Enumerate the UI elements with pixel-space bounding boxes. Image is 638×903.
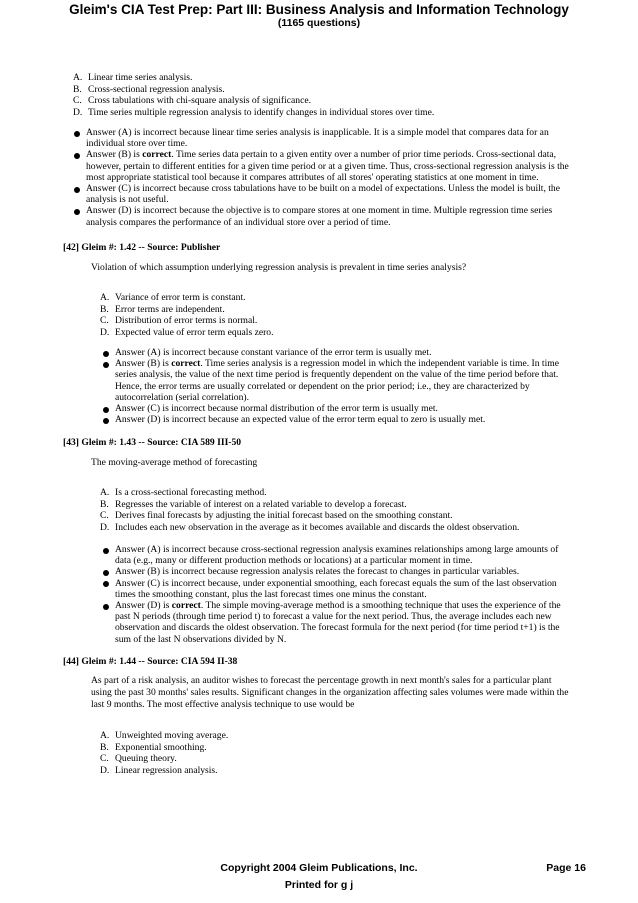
- option-item: [100, 742, 580, 754]
- option-letter: C.: [100, 753, 109, 764]
- bullet-icon: [103, 570, 109, 576]
- option-item: [100, 765, 580, 777]
- answer-explanation: Answer (A) is incorrect because cross-sectional regression analysis examines relationships among large amounts of data (e.g., many or different production methods or locations) at a particular moment in time.: [102, 544, 572, 566]
- bullet-icon: [74, 187, 80, 193]
- answer-explanation: Answer (D) is correct. The simple moving-average method is a smoothing technique that uses the experience of the past N periods (through time period t) to forecast a value for the next period. Thus, the average includes each new observation and discards the oldest observation. The forecast formula for the next period (for time period t+1) is the sum of the last N observations divided by N.: [102, 600, 572, 645]
- option-item: [73, 84, 593, 96]
- option-item: [73, 95, 593, 107]
- option-letter: D.: [100, 521, 110, 533]
- option-text: Expected value of error term equals zero.: [115, 326, 274, 338]
- option-letter: B.: [100, 498, 109, 510]
- option-letter: A.: [100, 730, 110, 741]
- option-text: Unweighted moving average.: [115, 730, 229, 741]
- option-text: Queuing theory.: [115, 753, 177, 764]
- option-letter: B.: [73, 83, 82, 95]
- option-item: [73, 72, 593, 84]
- option-letter: A.: [100, 292, 110, 303]
- option-text: Regresses the variable of interest on a related variable to develop a forecast.: [115, 498, 407, 510]
- option-letter: B.: [100, 741, 109, 753]
- footer-page-number: Page 16: [546, 862, 586, 874]
- option-text: Linear regression analysis.: [115, 764, 218, 776]
- option-item: [100, 730, 580, 742]
- answer-explanation: Answer (A) is incorrect because linear time series analysis is inapplicable. It is a simple model that compares data for an individual store over time.: [73, 127, 573, 149]
- answer-explanation: Answer (D) is incorrect because an expected value of the error term equal to zero is usually met.: [102, 414, 572, 425]
- bullet-icon: [74, 153, 80, 159]
- question-stem: Violation of which assumption underlying regression analysis is prevalent in time series analysis?: [91, 262, 467, 273]
- option-text: Time series multiple regression analysis to identify changes in individual stores over time.: [88, 106, 435, 118]
- option-item: [73, 107, 593, 119]
- option-item: [100, 292, 580, 304]
- option-item: [100, 522, 580, 534]
- option-text: Variance of error term is constant.: [115, 292, 246, 303]
- bullet-icon: [103, 548, 109, 554]
- option-text: Cross-sectional regression analysis.: [88, 83, 225, 95]
- question-stem: The moving-average method of forecasting: [91, 457, 258, 468]
- question-explanations: [102, 544, 572, 645]
- answer-explanation: Answer (B) is correct. Time series data pertain to a given entity over a number of prior time periods. Cross-sectional data, however, pertain to different entities for a given time period or at a given time. Thus, cross-sectional regression analysis is the most appropriate statistical tool because it compares attributes of all stores' operating statistics at one moment in time.: [73, 149, 573, 183]
- option-letter: D.: [100, 326, 110, 338]
- option-letter: D.: [73, 106, 83, 118]
- prev-question-explanations: [73, 127, 573, 228]
- option-item: [100, 304, 580, 316]
- answer-explanation: Answer (D) is incorrect because the objective is to compare stores at one moment in time. Multiple regression time series analysis compares the performance of an individual store over a period of time.: [73, 205, 573, 227]
- option-text: Includes each new observation in the average as it becomes available and discards the oldest observation.: [115, 521, 520, 533]
- option-item: [100, 327, 580, 339]
- question-options: [100, 730, 580, 776]
- bullet-icon: [74, 209, 80, 215]
- option-letter: C.: [100, 315, 109, 326]
- option-text: Error terms are independent.: [115, 303, 225, 315]
- option-item: [100, 487, 580, 499]
- option-letter: B.: [100, 303, 109, 315]
- option-text: Linear time series analysis.: [88, 72, 193, 83]
- option-text: Derives final forecasts by adjusting the initial forecast based on the smoothing constant.: [115, 510, 453, 521]
- page-header-title: Gleim's CIA Test Prep: Part III: Business Analysis and Information Technology: [69, 2, 569, 17]
- bullet-icon: [103, 362, 109, 368]
- answer-explanation: Answer (B) is incorrect because regression analysis relates the forecast to changes in particular variables.: [102, 566, 572, 577]
- bullet-icon: [74, 131, 80, 137]
- option-text: Distribution of error terms is normal.: [115, 315, 258, 326]
- bullet-icon: [103, 581, 109, 587]
- footer-printed-for: Printed for g j: [284, 879, 354, 891]
- answer-explanation: Answer (B) is correct. Time series analysis is a regression model in which the independent variable is time. In time series analysis, the value of the next time period is frequently dependent on the value of the time period before that. Hence, the error terms are usually correlated or dependent on the prior period; i.e., they are characterized by autocorrelation (serial correlation).: [102, 358, 572, 403]
- question-options: [100, 292, 580, 338]
- question-header: [43] Gleim #: 1.43 -- Source: CIA 589 III-50: [63, 437, 242, 448]
- bullet-icon: [103, 407, 109, 413]
- question-header: [44] Gleim #: 1.44 -- Source: CIA 594 II-38: [63, 656, 238, 667]
- answer-explanation: Answer (C) is incorrect because normal distribution of the error term is usually met.: [102, 403, 572, 414]
- option-letter: A.: [100, 487, 110, 498]
- option-item: [100, 753, 580, 765]
- question-explanations: [102, 347, 572, 425]
- option-letter: C.: [73, 95, 82, 106]
- option-text: Is a cross-sectional forecasting method.: [115, 487, 267, 498]
- page-header-subtitle: (1165 questions): [277, 17, 361, 29]
- option-letter: C.: [100, 510, 109, 521]
- option-letter: D.: [100, 764, 110, 776]
- answer-explanation: Answer (C) is incorrect because cross tabulations have to be built on a model of expectations. Unless the model is built, the analysis is not useful.: [73, 183, 573, 205]
- footer-copyright: Copyright 2004 Gleim Publications, Inc.: [220, 862, 418, 874]
- question-stem: As part of a risk analysis, an auditor wishes to forecast the percentage growth in next month's sales for a particular plant using the past 30 months' sales results. Significant changes in the organization affecting sales volumes were made within the last 9 months. The most effective analysis technique to use would be: [91, 675, 569, 710]
- prev-question-options: [73, 72, 593, 118]
- bullet-icon: [103, 418, 109, 424]
- answer-explanation: Answer (A) is incorrect because constant variance of the error term is usually met.: [102, 347, 572, 358]
- option-item: [100, 499, 580, 511]
- option-item: [100, 510, 580, 522]
- answer-explanation: Answer (C) is incorrect because, under exponential smoothing, each forecast equals the sum of the last observation times the smoothing constant, plus the last forecast times one minus the constant.: [102, 578, 572, 600]
- option-text: Exponential smoothing.: [115, 741, 207, 753]
- question-header: [42] Gleim #: 1.42 -- Source: Publisher: [63, 242, 221, 253]
- option-item: [100, 315, 580, 327]
- option-text: Cross tabulations with chi-square analysis of significance.: [88, 95, 312, 106]
- option-letter: A.: [73, 72, 83, 83]
- bullet-icon: [103, 351, 109, 357]
- bullet-icon: [103, 604, 109, 610]
- question-options: [100, 487, 580, 533]
